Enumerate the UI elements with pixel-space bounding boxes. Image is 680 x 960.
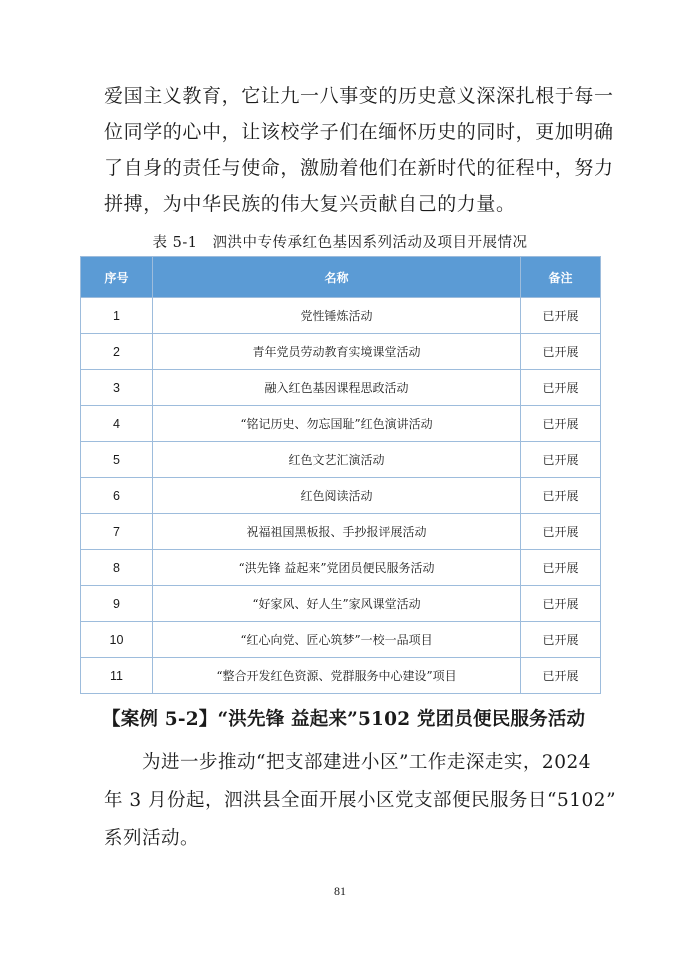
cell-note: 已开展 (521, 586, 601, 622)
cell-name: “洪先锋 益起来”党团员便民服务活动 (153, 550, 521, 586)
cell-note: 已开展 (521, 334, 601, 370)
cell-note: 已开展 (521, 406, 601, 442)
cell-no: 2 (81, 334, 153, 370)
cell-note: 已开展 (521, 478, 601, 514)
intro-line: 爱国主义教育，它让九一八事变的历史意义深深扎根于每一 (104, 85, 614, 107)
cell-no: 10 (81, 622, 153, 658)
cell-name: “好家风、好人生”家风课堂活动 (153, 586, 521, 622)
cell-no: 7 (81, 514, 153, 550)
cell-no: 9 (81, 586, 153, 622)
case-paragraph (104, 744, 617, 858)
table-caption: 表 5-1 泗洪中专传承红色基因系列活动及项目开展情况 (152, 235, 528, 251)
cell-name: 红色文艺汇演活动 (153, 442, 521, 478)
cell-note: 已开展 (521, 370, 601, 406)
table-row (81, 406, 601, 442)
cell-no: 6 (81, 478, 153, 514)
table-header-row (81, 257, 601, 298)
cell-note: 已开展 (521, 442, 601, 478)
header-no: 序号 (81, 257, 153, 298)
table-row (81, 298, 601, 334)
intro-line: 拼搏，为中华民族的伟大复兴贡献自己的力量。 (104, 193, 516, 215)
cell-note: 已开展 (521, 514, 601, 550)
intro-line: 了自身的责任与使命，激励着他们在新时代的征程中，努力 (104, 157, 614, 179)
table-row (81, 658, 601, 694)
cell-name: 青年党员劳动教育实境课堂活动 (153, 334, 521, 370)
header-note: 备注 (521, 257, 601, 298)
cell-no: 1 (81, 298, 153, 334)
cell-no: 3 (81, 370, 153, 406)
table-row (81, 442, 601, 478)
case-line: 系列活动。 (104, 828, 200, 849)
table-row (81, 514, 601, 550)
intro-paragraph (104, 78, 614, 222)
cell-name: “整合开发红色资源、党群服务中心建设”项目 (153, 658, 521, 694)
case-heading: 【案例 5-2】“洪先锋 益起来”5102 党团员便民服务活动 (102, 709, 586, 730)
table-row (81, 478, 601, 514)
cell-name: 祝福祖国黑板报、手抄报评展活动 (153, 514, 521, 550)
cell-no: 4 (81, 406, 153, 442)
cell-name: 党性锤炼活动 (153, 298, 521, 334)
table-row (81, 586, 601, 622)
cell-name: 红色阅读活动 (153, 478, 521, 514)
cell-name: 融入红色基因课程思政活动 (153, 370, 521, 406)
activities-table (80, 256, 601, 694)
table-row (81, 550, 601, 586)
page-number: 81 (334, 884, 346, 898)
cell-no: 8 (81, 550, 153, 586)
table-row (81, 334, 601, 370)
header-name: 名称 (153, 257, 521, 298)
table-row (81, 370, 601, 406)
cell-no: 11 (81, 658, 153, 694)
cell-note: 已开展 (521, 298, 601, 334)
case-line: 年 3 月份起，泗洪县全面开展小区党支部便民服务日“5102” (104, 790, 617, 811)
intro-line: 位同学的心中，让该校学子们在缅怀历史的同时，更加明确 (104, 121, 614, 143)
cell-name: “红心向党、匠心筑梦”一校一品项目 (153, 622, 521, 658)
cell-note: 已开展 (521, 550, 601, 586)
case-line: 为进一步推动“把支部建进小区”工作走深走实，2024 (142, 752, 591, 773)
cell-no: 5 (81, 442, 153, 478)
cell-note: 已开展 (521, 658, 601, 694)
table-row (81, 622, 601, 658)
cell-note: 已开展 (521, 622, 601, 658)
cell-name: “铭记历史、勿忘国耻”红色演讲活动 (153, 406, 521, 442)
